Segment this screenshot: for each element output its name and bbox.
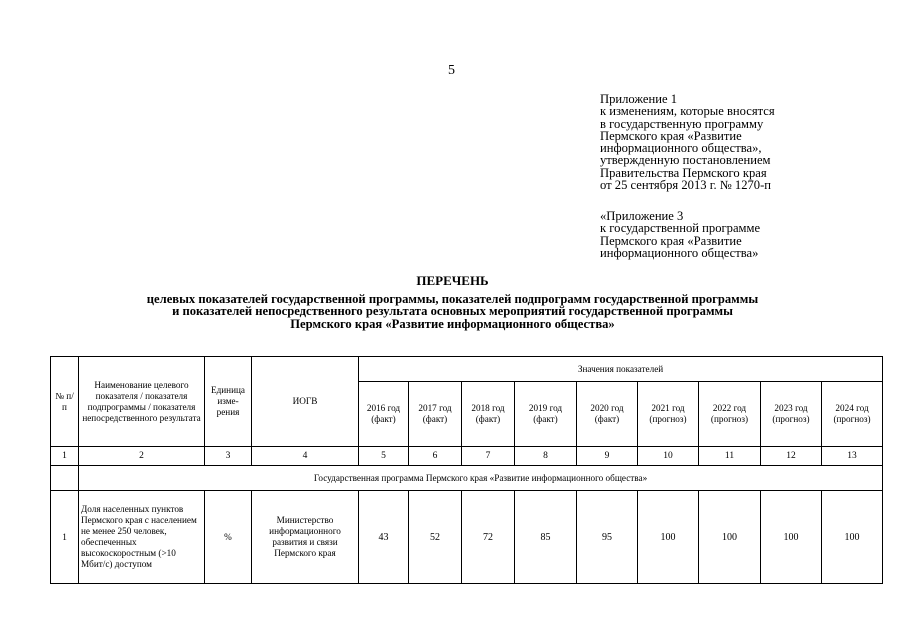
appendix-line: от 25 сентября 2013 г. № 1270-п bbox=[600, 178, 772, 193]
header-unit: Единица изме-рения bbox=[205, 357, 252, 447]
header-year: 2024 год (прогноз) bbox=[822, 382, 883, 447]
appendix-line: Правительства Пермского края bbox=[600, 165, 767, 180]
row-value: 100 bbox=[761, 491, 822, 584]
row-value: 72 bbox=[462, 491, 515, 584]
header-iogv: ИОГВ bbox=[252, 357, 359, 447]
header-year: 2017 год (факт) bbox=[409, 382, 462, 447]
row-value: 85 bbox=[515, 491, 577, 584]
section-title: Государственная программа Пермского края «Развитие информационного общества» bbox=[79, 466, 883, 491]
appendix-1-block bbox=[600, 93, 775, 191]
row-value: 100 bbox=[822, 491, 883, 584]
appendix-line: Приложение 1 bbox=[600, 92, 678, 106]
column-number: 10 bbox=[638, 447, 699, 466]
column-number: 4 bbox=[252, 447, 359, 466]
column-number: 2 bbox=[79, 447, 205, 466]
row-value: 100 bbox=[638, 491, 699, 584]
row-num: 1 bbox=[51, 491, 79, 584]
header-year: 2018 год (факт) bbox=[462, 382, 515, 447]
subtitle-line: Пермского края «Развитие информационного общества» bbox=[290, 316, 615, 331]
header-year: 2016 год (факт) bbox=[359, 382, 409, 447]
appendix-line: Пермского края «Развитие bbox=[600, 233, 742, 248]
column-number: 12 bbox=[761, 447, 822, 466]
appendix-line: «Приложение 3 bbox=[600, 209, 684, 223]
document-subtitle bbox=[40, 293, 865, 330]
row-value: 95 bbox=[577, 491, 638, 584]
header-year: 2020 год (факт) bbox=[577, 382, 638, 447]
row-indicator-name: Доля населенных пунктов Пермского края с населением не менее 250 человек, обеспеченных высокоскоростным (>10 Мбит/с) доступом bbox=[79, 491, 205, 584]
column-number: 5 bbox=[359, 447, 409, 466]
subtitle-line: целевых показателей государственной программы, показателей подпрограмм государственной программы bbox=[146, 292, 759, 306]
appendix-line: к государственной программе bbox=[600, 221, 761, 236]
document-title: ПЕРЕЧЕНЬ bbox=[416, 273, 489, 288]
row-value: 100 bbox=[699, 491, 761, 584]
column-number: 13 bbox=[822, 447, 883, 466]
row-value: 43 bbox=[359, 491, 409, 584]
appendix-line: утвержденную постановлением bbox=[600, 153, 771, 168]
header-values-group: Значения показателей bbox=[359, 357, 883, 382]
appendix-line: информационного общества» bbox=[600, 245, 759, 260]
page-number: 5 bbox=[448, 63, 455, 78]
column-number: 9 bbox=[577, 447, 638, 466]
header-year: 2022 год (прогноз) bbox=[699, 382, 761, 447]
row-unit: % bbox=[205, 491, 252, 584]
header-num: № п/п bbox=[51, 357, 79, 447]
appendix-3-block bbox=[600, 210, 760, 259]
column-number: 11 bbox=[699, 447, 761, 466]
row-iogv: Министерство информационного развития и связи Пермского края bbox=[252, 491, 359, 584]
appendix-line: информационного общества», bbox=[600, 141, 762, 156]
header-name: Наименование целевого показателя / показателя подпрограммы / показателя непосредственного результата bbox=[79, 357, 205, 447]
column-number: 8 bbox=[515, 447, 577, 466]
header-year: 2023 год (прогноз) bbox=[761, 382, 822, 447]
appendix-line: Пермского края «Развитие bbox=[600, 128, 742, 143]
appendix-line: к изменениям, которые вносятся bbox=[600, 104, 775, 119]
row-value: 52 bbox=[409, 491, 462, 584]
column-number: 6 bbox=[409, 447, 462, 466]
indicators-table bbox=[50, 356, 883, 584]
header-year: 2019 год (факт) bbox=[515, 382, 577, 447]
column-number: 7 bbox=[462, 447, 515, 466]
section-num-cell bbox=[51, 466, 79, 491]
subtitle-line: и показателей непосредственного результата основных мероприятий государственной программы bbox=[172, 304, 733, 319]
header-year: 2021 год (прогноз) bbox=[638, 382, 699, 447]
column-number: 1 bbox=[51, 447, 79, 466]
table-row bbox=[51, 491, 883, 584]
column-number: 3 bbox=[205, 447, 252, 466]
appendix-line: в государственную программу bbox=[600, 116, 764, 131]
